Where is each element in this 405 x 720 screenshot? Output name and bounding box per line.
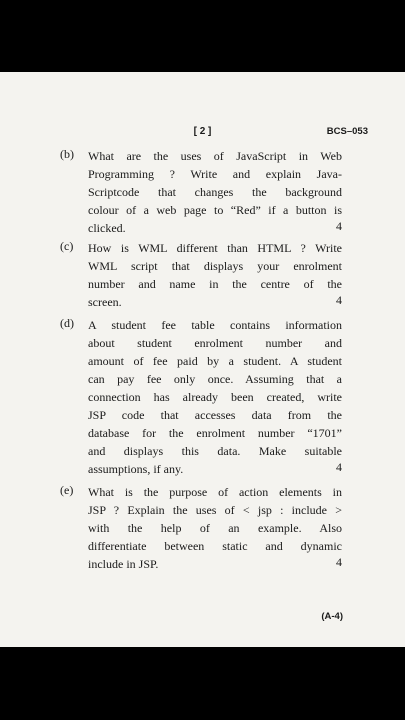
question-line: connection has already been created, write	[88, 390, 342, 404]
question-line: A student fee table contains information	[88, 318, 342, 332]
question-e	[60, 483, 342, 573]
question-c	[60, 239, 342, 311]
question-line: Programming ? Write and explain Java-	[88, 167, 342, 181]
question-b	[60, 147, 342, 237]
question-text	[88, 316, 342, 478]
exam-page	[0, 72, 405, 647]
question-label: (d)	[60, 316, 74, 330]
footer-code: (A-4)	[321, 611, 343, 622]
question-line: JSP code that accesses data from the	[88, 408, 342, 422]
question-text	[88, 239, 342, 311]
question-line: clicked.	[88, 221, 126, 235]
question-text	[88, 147, 342, 237]
question-label: (e)	[60, 483, 74, 497]
question-line: Scriptcode that changes the background	[88, 185, 342, 199]
question-line: WML script that displays your enrolment	[88, 259, 342, 273]
question-text	[88, 483, 342, 573]
page-number: [ 2 ]	[193, 126, 212, 137]
question-marks: 4	[336, 555, 342, 569]
question-label: (b)	[60, 147, 74, 161]
question-marks: 4	[336, 219, 342, 233]
question-d	[60, 316, 342, 478]
question-marks: 4	[336, 460, 342, 474]
question-marks: 4	[336, 293, 342, 307]
question-line: assumptions, if any.	[88, 462, 184, 476]
question-line: with the help of an example. Also	[88, 521, 342, 535]
course-code: BCS–053	[326, 126, 368, 137]
question-line: database for the enrolment number “1701”	[88, 426, 342, 440]
question-line: amount of fee paid by a student. A student	[88, 354, 342, 368]
question-line: include in JSP.	[88, 557, 159, 571]
question-line: What is the purpose of action elements in	[88, 485, 342, 499]
question-line: can pay fee only once. Assuming that a	[88, 372, 342, 386]
question-line: How is WML different than HTML ? Write	[88, 241, 342, 255]
question-line: number and name in the centre of the	[88, 277, 342, 291]
question-label: (c)	[60, 239, 74, 253]
question-line: What are the uses of JavaScript in Web	[88, 149, 342, 163]
question-line: about student enrolment number and	[88, 336, 342, 350]
question-line: colour of a web page to “Red” if a button is	[88, 203, 342, 217]
question-line: screen.	[88, 295, 122, 309]
question-line: and displays this data. Make suitable	[88, 444, 342, 458]
question-line: differentiate between static and dynamic	[88, 539, 342, 553]
question-line: JSP ? Explain the uses of < jsp : include >	[88, 503, 342, 517]
